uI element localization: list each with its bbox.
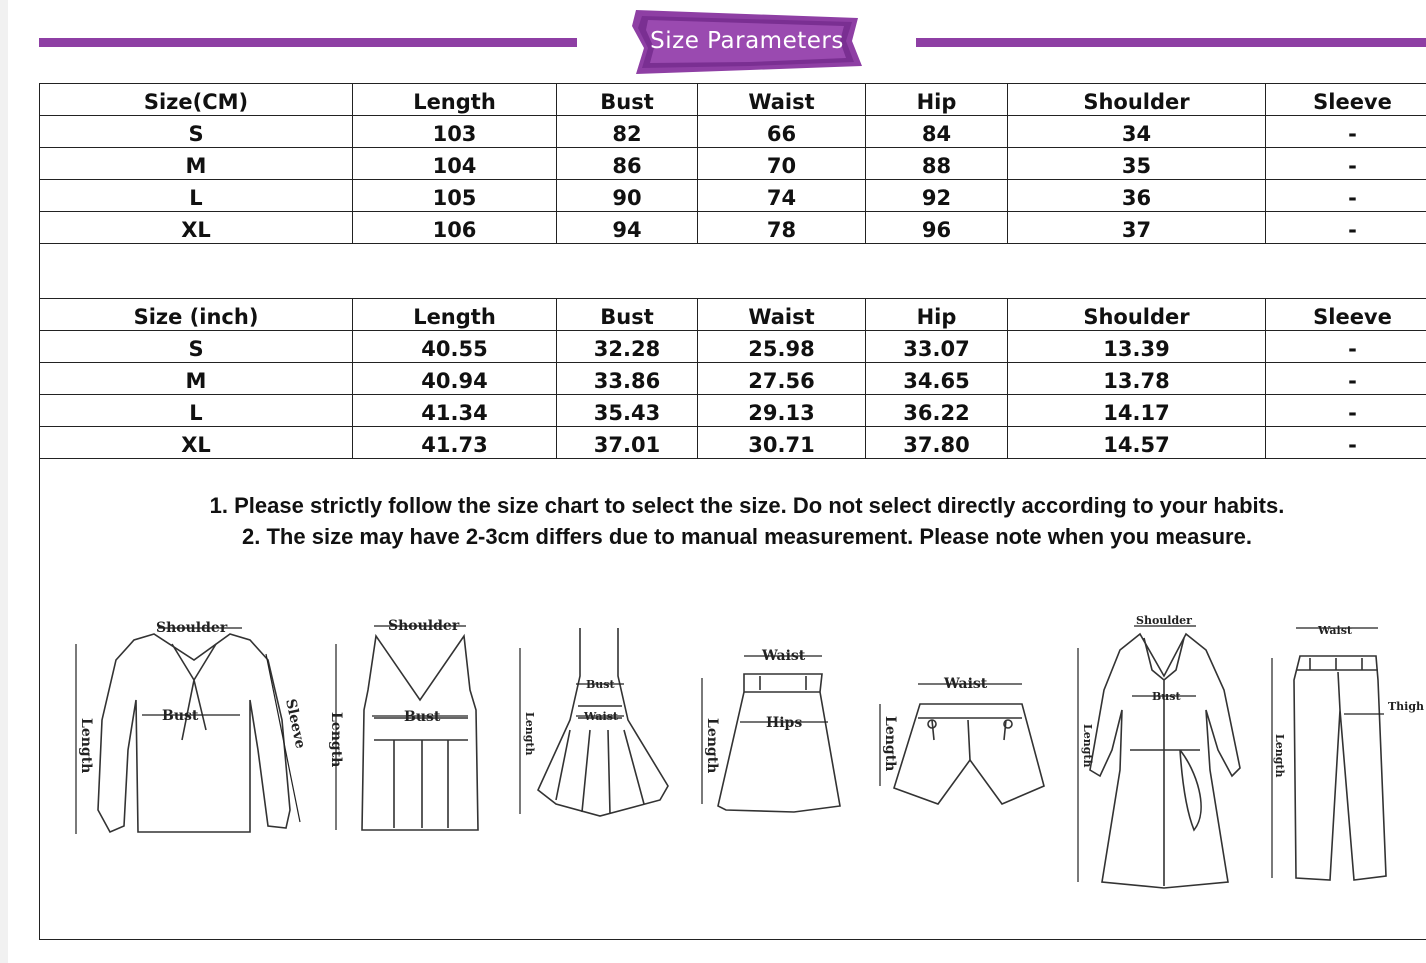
cell-waist: 78 [698, 212, 866, 244]
cell-length: 104 [353, 148, 557, 180]
cell-length: 40.55 [353, 331, 557, 363]
skirt-hips-label: Hips [766, 715, 803, 731]
header-shoulder: Shoulder [1008, 299, 1266, 331]
cell-size: M [40, 148, 353, 180]
table-header-row [40, 299, 1426, 331]
cell-length: 103 [353, 116, 557, 148]
cell-bust: 82 [557, 116, 698, 148]
cell-sleeve: - [1266, 180, 1426, 212]
table-row [40, 427, 1426, 459]
shorts-illustration [862, 600, 1052, 850]
blouse-illustration [54, 600, 314, 850]
cell-hip: 88 [866, 148, 1008, 180]
header-waist: Waist [698, 299, 866, 331]
cell-shoulder: 13.39 [1008, 331, 1266, 363]
cell-hip: 84 [866, 116, 1008, 148]
cell-shoulder: 14.57 [1008, 427, 1266, 459]
cell-sleeve: - [1266, 427, 1426, 459]
cell-shoulder: 35 [1008, 148, 1266, 180]
cell-bust: 32.28 [557, 331, 698, 363]
cell-waist: 27.56 [698, 363, 866, 395]
cell-length: 105 [353, 180, 557, 212]
cell-bust: 33.86 [557, 363, 698, 395]
cell-waist: 66 [698, 116, 866, 148]
dress-bust-label: Bust [586, 678, 615, 691]
cell-shoulder: 13.78 [1008, 363, 1266, 395]
cell-waist: 74 [698, 180, 866, 212]
cell-waist: 25.98 [698, 331, 866, 363]
header-sleeve: Sleeve [1266, 84, 1426, 116]
cell-shoulder: 14.17 [1008, 395, 1266, 427]
top-shoulder-label: Shoulder [388, 618, 460, 634]
cell-sleeve: - [1266, 395, 1426, 427]
cell-bust: 94 [557, 212, 698, 244]
cell-shoulder: 36 [1008, 180, 1266, 212]
note-line: 1. Please strictly follow the size chart to select the size. Do not select directly according to your habits. [209, 493, 1285, 518]
cell-sleeve: - [1266, 363, 1426, 395]
table-row [40, 395, 1426, 427]
header-waist: Waist [698, 84, 866, 116]
dress-length-label: Length [523, 712, 536, 756]
size-table-cm [39, 83, 1426, 244]
cell-waist: 30.71 [698, 427, 866, 459]
header-length: Length [353, 84, 557, 116]
cell-size: XL [40, 212, 353, 244]
cell-length: 41.34 [353, 395, 557, 427]
table-row [40, 212, 1426, 244]
coat-illustration [1060, 600, 1250, 890]
cell-size: M [40, 363, 353, 395]
header-length: Length [353, 299, 557, 331]
cell-sleeve: - [1266, 212, 1426, 244]
header-rule-right [916, 38, 1426, 47]
blouse-bust-label: Bust [162, 708, 199, 724]
cell-bust: 37.01 [557, 427, 698, 459]
header-shoulder: Shoulder [1008, 84, 1266, 116]
cell-hip: 33.07 [866, 331, 1008, 363]
cell-size: XL [40, 427, 353, 459]
cell-hip: 37.80 [866, 427, 1008, 459]
table-row [40, 116, 1426, 148]
cell-sleeve: - [1266, 148, 1426, 180]
page-edge-strip [0, 0, 8, 963]
cell-shoulder: 37 [1008, 212, 1266, 244]
blouse-length-label: Length [78, 718, 94, 774]
dress-illustration [510, 600, 680, 850]
top-illustration [318, 600, 498, 850]
pants-thigh-label: Thigh [1388, 700, 1425, 713]
pants-waist-label: Waist [1318, 624, 1352, 637]
top-length-label: Length [328, 712, 344, 768]
blouse-sleeve-label: Sleeve [282, 697, 309, 751]
cell-length: 106 [353, 212, 557, 244]
cell-hip: 36.22 [866, 395, 1008, 427]
size-table-inch [39, 298, 1426, 459]
cell-size: S [40, 116, 353, 148]
header-bust: Bust [557, 299, 698, 331]
header-bust: Bust [557, 84, 698, 116]
blouse-shoulder-label: Shoulder [156, 620, 228, 636]
skirt-illustration [686, 600, 856, 850]
cell-size: S [40, 331, 353, 363]
header-sleeve: Sleeve [1266, 299, 1426, 331]
cell-sleeve: - [1266, 116, 1426, 148]
table-row [40, 363, 1426, 395]
cell-size: L [40, 180, 353, 212]
coat-shoulder-label: Shoulder [1136, 614, 1192, 627]
table-header-row [40, 84, 1426, 116]
cell-sleeve: - [1266, 331, 1426, 363]
pants-length-label: Length [1273, 734, 1286, 778]
cell-waist: 70 [698, 148, 866, 180]
size-notes [39, 490, 1426, 552]
coat-length-label: Length [1081, 724, 1094, 768]
cell-hip: 92 [866, 180, 1008, 212]
cell-waist: 29.13 [698, 395, 866, 427]
cell-length: 40.94 [353, 363, 557, 395]
cell-hip: 34.65 [866, 363, 1008, 395]
header-hip: Hip [866, 299, 1008, 331]
header-hip: Hip [866, 84, 1008, 116]
top-bust-label: Bust [404, 709, 441, 725]
coat-bust-label: Bust [1152, 690, 1181, 703]
header-size: Size (inch) [40, 299, 353, 331]
table-row [40, 331, 1426, 363]
table-row [40, 180, 1426, 212]
cell-bust: 35.43 [557, 395, 698, 427]
cell-bust: 90 [557, 180, 698, 212]
skirt-length-label: Length [704, 718, 720, 774]
note-line: 2. The size may have 2-3cm differs due to manual measurement. Please note when you measure. [242, 524, 1252, 549]
header-rule-left [39, 38, 577, 47]
measurement-illustrations [40, 600, 1426, 900]
cell-bust: 86 [557, 148, 698, 180]
cell-length: 41.73 [353, 427, 557, 459]
cell-size: L [40, 395, 353, 427]
dress-waist-label: Waist [584, 710, 618, 723]
shorts-waist-label: Waist [944, 676, 988, 692]
shorts-length-label: Length [882, 716, 898, 772]
cell-shoulder: 34 [1008, 116, 1266, 148]
cell-hip: 96 [866, 212, 1008, 244]
page-title: Size Parameters [650, 28, 844, 54]
pants-illustration [1250, 600, 1426, 890]
table-row [40, 148, 1426, 180]
skirt-waist-label: Waist [762, 648, 806, 664]
header-size: Size(CM) [40, 84, 353, 116]
